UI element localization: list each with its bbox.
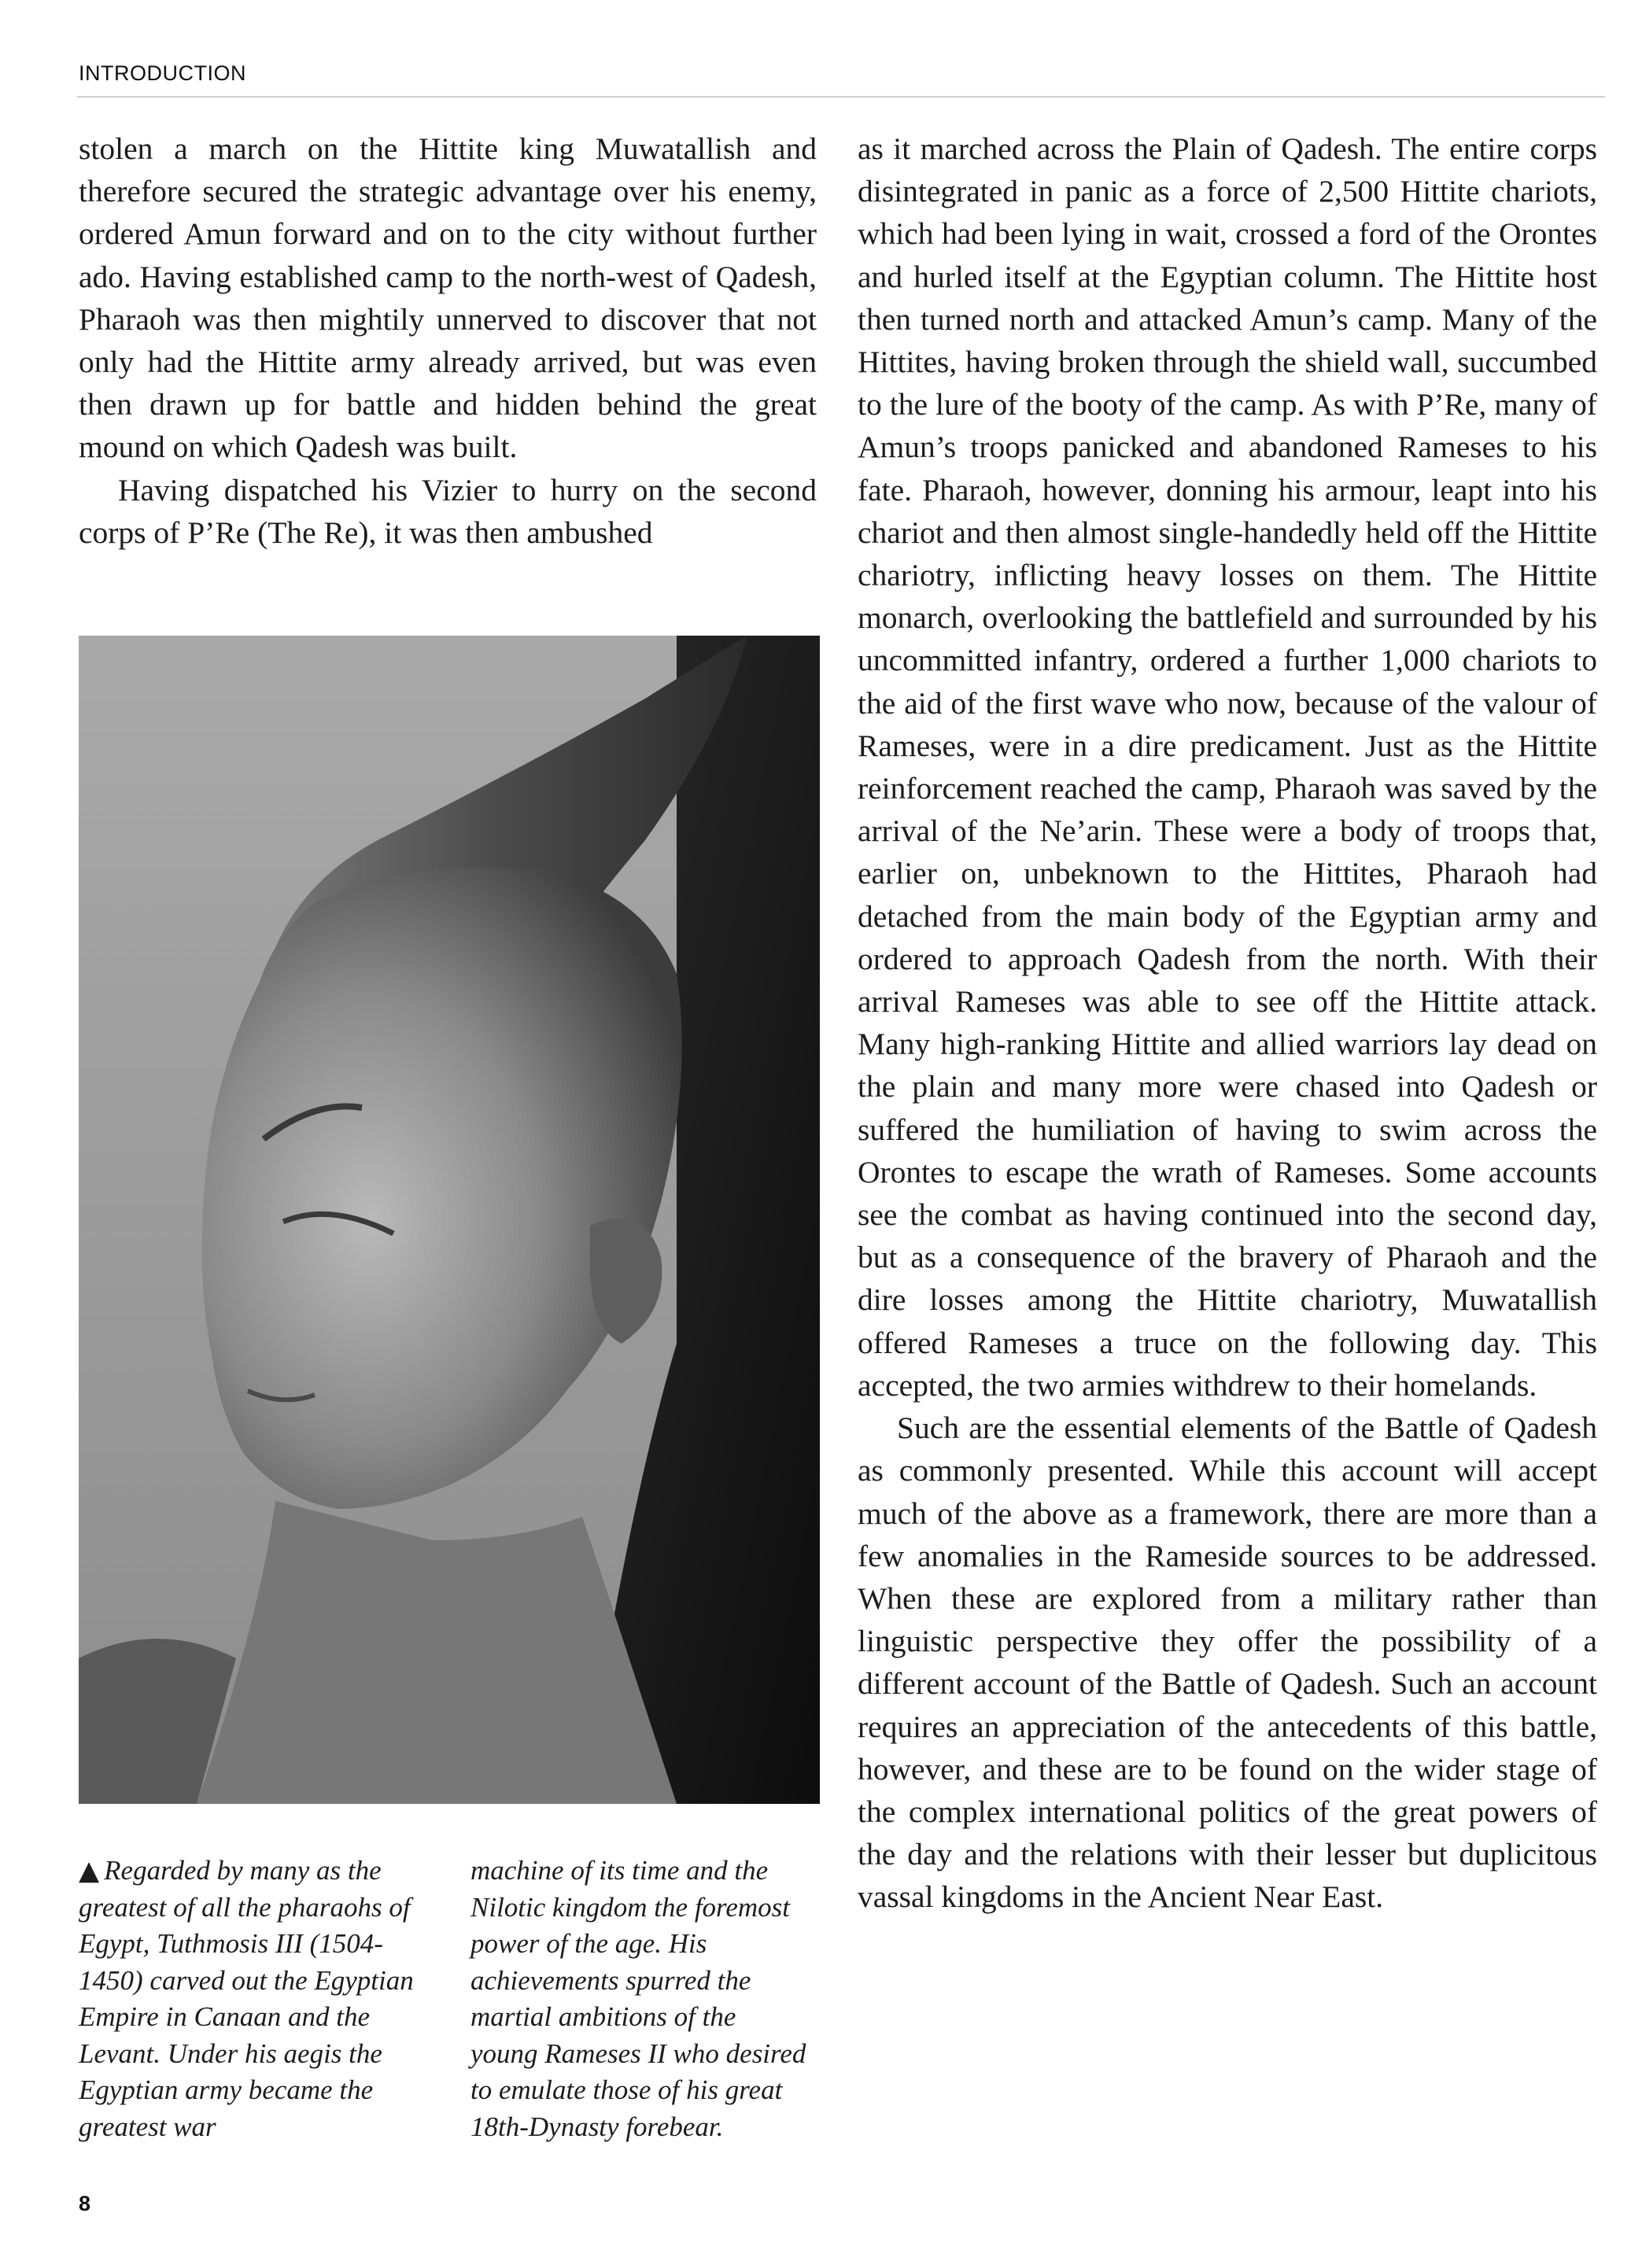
tuthmosis-statue-image [79, 636, 820, 1804]
page-number: 8 [79, 2192, 91, 2215]
right-paragraph-1: as it marched across the Plain of Qadesh. The entire corps disintegrated in panic as a force of 2,500 Hittite chariots, which had been lying in wait, crossed a ford of the Orontes and hurled itself at the Egyptian column. The Hittite host then turned north and attacked Amun’s camp. Many of the Hittites, having broken through the shield wall, succumbed to the lure of the booty of the camp. As with P’Re, many of Amun’s troops panicked and abandoned Rameses to his fate. Pharaoh, however, donning his armour, leapt into his chariot and then almost single-handedly held off the Hittite chariotry, inflicting heavy losses on them. The Hittite monarch, overlooking the battlefield and surrounded by his uncommitted infantry, ordered a further 1,000 chariots to the aid of the first wave who now, because of the valour of Rameses, were in a dire predicament. Just as the Hittite reinforcement reached the camp, Pharaoh was saved by the arrival of the Ne’arin. These were a body of troops that, earlier on, unbeknown to the Hittites, Pharaoh had detached from the main body of the Egyptian army and ordered to approach Qadesh from the north. With their arrival Rameses was able to see off the Hittite attack. Many high-ranking Hittite and allied warriors lay dead on the plain and many more were chased into Qadesh or suffered the humiliation of having to swim across the Orontes to escape the wrath of Rameses. Some accounts see the combat as having continued into the second day, but as a consequence of the bravery of Pharaoh and the dire losses among the Hittite chariotry, Muwatallish offered Rameses a truce on the following day. This accepted, the two armies withdrew to their homelands. [858, 131, 1597, 1403]
photo-caption-part-2 [470, 1853, 809, 2145]
right-column [858, 127, 1597, 1919]
caption-marker: ▲ [79, 1855, 100, 1886]
header-rule [77, 96, 1605, 98]
caption-text-1: Regarded by many as the greatest of all the pharaohs of Egypt, Tuthmosis III (1504-1450) carved out the Egyptian Empire in Canaan and the Levant. Under his aegis the Egyptian army became the greatest war [79, 1855, 414, 2142]
running-head: INTRODUCTION [79, 61, 246, 85]
photo-caption-part-1 [79, 1853, 417, 2145]
caption-text-2: machine of its time and the Nilotic kingdom the foremost power of the age. His achievements spurred the martial ambitions of the young Rameses II who desired to emulate those of his great 18th-Dynasty forebear. [470, 1855, 806, 2142]
left-paragraph-2: Having dispatched his Vizier to hurry on the second corps of P’Re (The Re), it was then ambushed [79, 472, 817, 550]
left-paragraph-1: stolen a march on the Hittite king Muwatallish and therefore secured the strategic advantage over his enemy, ordered Amun forward and on to the city without further ado. Having established camp to the north-west of Qadesh, Pharaoh was then mightily unnerved to discover that not only had the Hittite army already arrived, but was even then drawn up for battle and hidden behind the great mound on which Qadesh was built. [79, 131, 817, 465]
left-column [79, 127, 817, 554]
right-paragraph-2: Such are the essential elements of the Battle of Qadesh as commonly presented. While this account will accept much of the above as a framework, there are more than a few anomalies in the Rameside sources to be addressed. When these are explored from a military rather than linguistic perspective they offer the possibility of a different account of the Battle of Qadesh. Such an account requires an appreciation of the antecedents of this battle, however, and these are to be found on the wider stage of the complex international politics of the great powers of the day and the relations with their lesser but duplicitous vassal kingdoms in the Ancient Near East. [858, 1411, 1597, 1915]
statue-photograph [79, 636, 820, 1804]
